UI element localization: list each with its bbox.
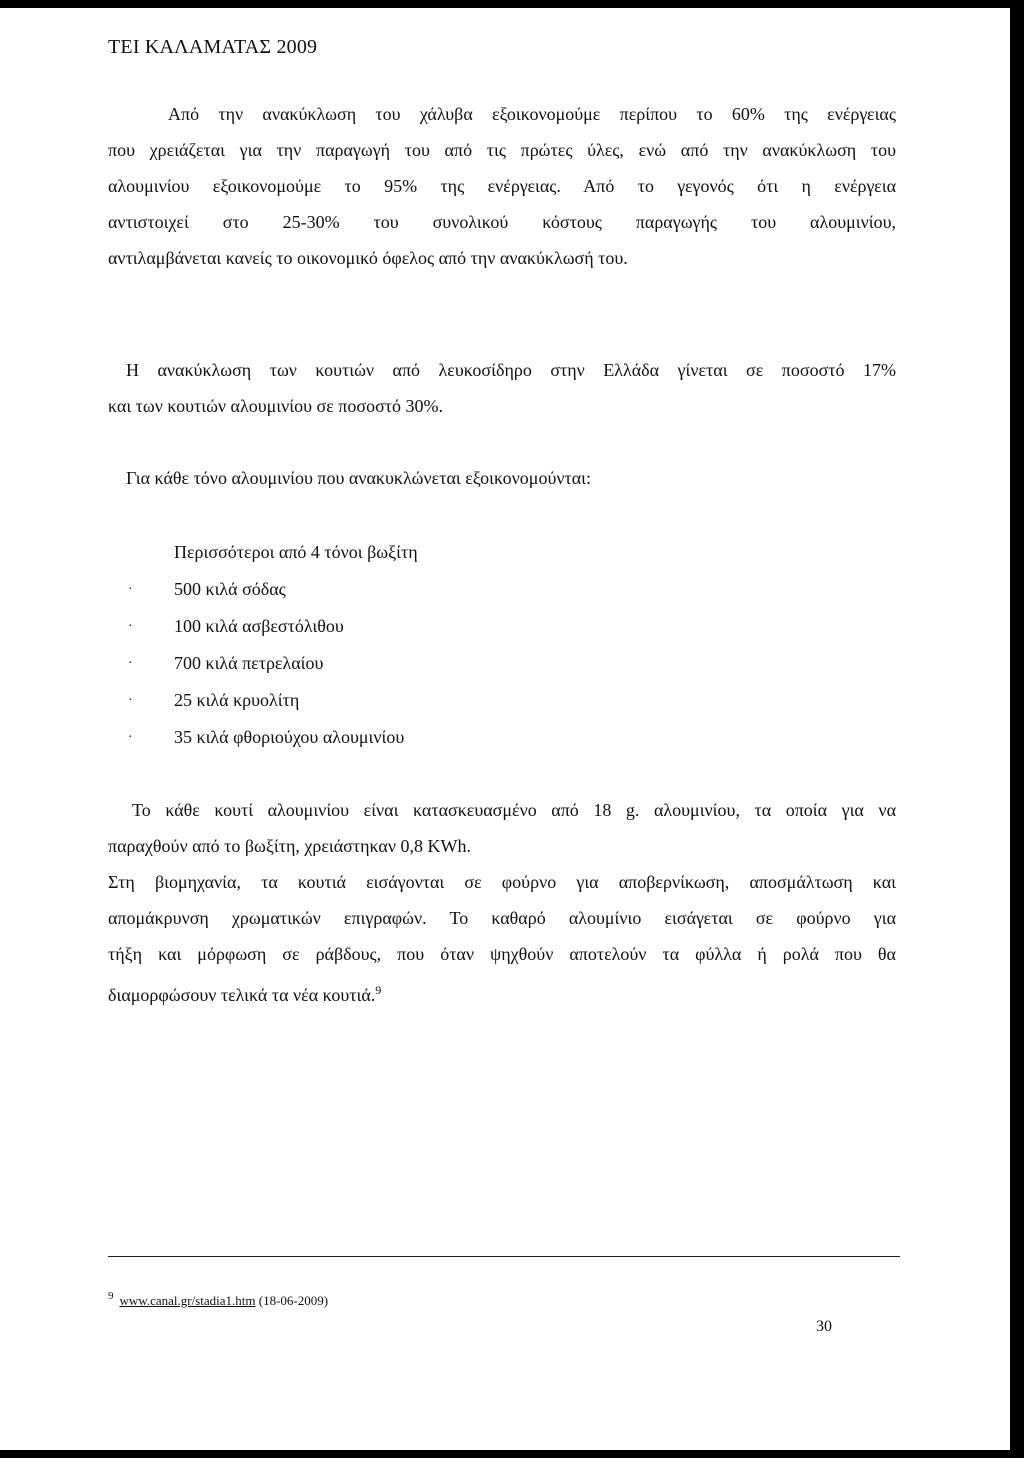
list-item-text: 100 κιλά ασβεστόλιθου	[174, 616, 344, 636]
list-item-text: 500 κιλά σόδας	[174, 579, 286, 599]
bullet-icon: ·	[128, 730, 133, 745]
paragraph-line: Από την ανακύκλωση του χάλυβα εξοικονομούμε περίπου το 60% της ενέργειας	[168, 104, 896, 124]
list-item-text: 25 κιλά κρυολίτη	[174, 690, 300, 710]
paragraph-energy-savings	[108, 96, 896, 276]
scan-border-top	[0, 0, 1024, 8]
paragraph-line: Στη βιομηχανία, τα κουτιά εισάγονται σε φούρνο για αποβερνίκωση, αποσμάλτωση και	[108, 872, 896, 892]
page-number: 30	[816, 1318, 832, 1335]
running-header: ΤΕΙ ΚΑΛΑΜΑΤΑΣ 2009	[108, 36, 318, 58]
paragraph-line: αντιστοιχεί στο 25-30% του συνολικού κόστους παραγωγής του αλουμινίου,	[108, 212, 896, 232]
list-item	[128, 719, 418, 756]
paragraph-line-text: διαμορφώσουν τελικά τα νέα κουτιά.	[108, 985, 376, 1005]
scan-border-bottom	[0, 1450, 1024, 1458]
footnote-date: (18-06-2009)	[258, 1293, 329, 1308]
paragraph-line: αλουμινίου εξοικονομούμε το 95% της ενέργειας. Από το γεγονός ότι η ενέργεια	[108, 176, 896, 196]
bullet-icon: ·	[128, 619, 133, 634]
list-item	[128, 534, 418, 571]
paragraph-line: παραχθούν από το βωξίτη, χρειάστηκαν 0,8 KWh.	[108, 836, 471, 856]
paragraph-line: απομάκρυνση χρωματικών επιγραφών. Το καθαρό αλουμίνιο εισάγεται σε φούρνο για	[108, 908, 896, 928]
footnote-reference[interactable]: 9	[375, 983, 382, 997]
list-item	[128, 571, 418, 608]
paragraph-line: που χρειάζεται για την παραγωγή του από τις πρώτες ύλες, ενώ από την ανακύκλωση του	[108, 140, 896, 160]
paragraph-recycling-rates	[108, 352, 896, 424]
list-item-text: 35 κιλά φθοριούχου αλουμινίου	[174, 727, 405, 747]
list-item	[128, 645, 418, 682]
savings-list	[128, 534, 418, 756]
scan-border-right	[1010, 0, 1024, 1458]
list-item	[128, 682, 418, 719]
paragraph-line: Το κάθε κουτί αλουμινίου είναι κατασκευασμένο από 18 g. αλουμινίου, τα οποία για να	[132, 800, 896, 820]
footnote	[108, 1290, 328, 1309]
bullet-icon: ·	[128, 693, 133, 708]
bullet-icon: ·	[128, 656, 133, 671]
list-item-text: 700 κιλά πετρελαίου	[174, 653, 324, 673]
list-item	[128, 608, 418, 645]
footnote-divider	[108, 1256, 900, 1257]
paragraph-line: Η ανακύκλωση των κουτιών από λευκοσίδηρο στην Ελλάδα γίνεται σε ποσοστό 17%	[126, 360, 896, 380]
list-item-text: Περισσότεροι από 4 τόνοι βωξίτη	[174, 542, 418, 562]
footnote-link[interactable]: www.canal.gr/stadia1.htm	[119, 1293, 256, 1308]
paragraph-can-production	[108, 792, 896, 1013]
footnote-number: 9	[108, 1290, 114, 1302]
bullet-icon: ·	[128, 582, 133, 597]
paragraph-per-ton-intro: Για κάθε τόνο αλουμινίου που ανακυκλώνεται εξοικονομούνται:	[126, 468, 592, 488]
paragraph-line: τήξη και μόρφωση σε ράβδους, που όταν ψηχθούν αποτελούν τα φύλλα ή ρολά που θα	[108, 944, 896, 964]
paragraph-line: και των κουτιών αλουμινίου σε ποσοστό 30%.	[108, 396, 443, 416]
paragraph-line: αντιλαμβάνεται κανείς το οικονομικό όφελος από την ανακύκλωσή του.	[108, 248, 628, 268]
paragraph-line	[108, 972, 896, 1013]
